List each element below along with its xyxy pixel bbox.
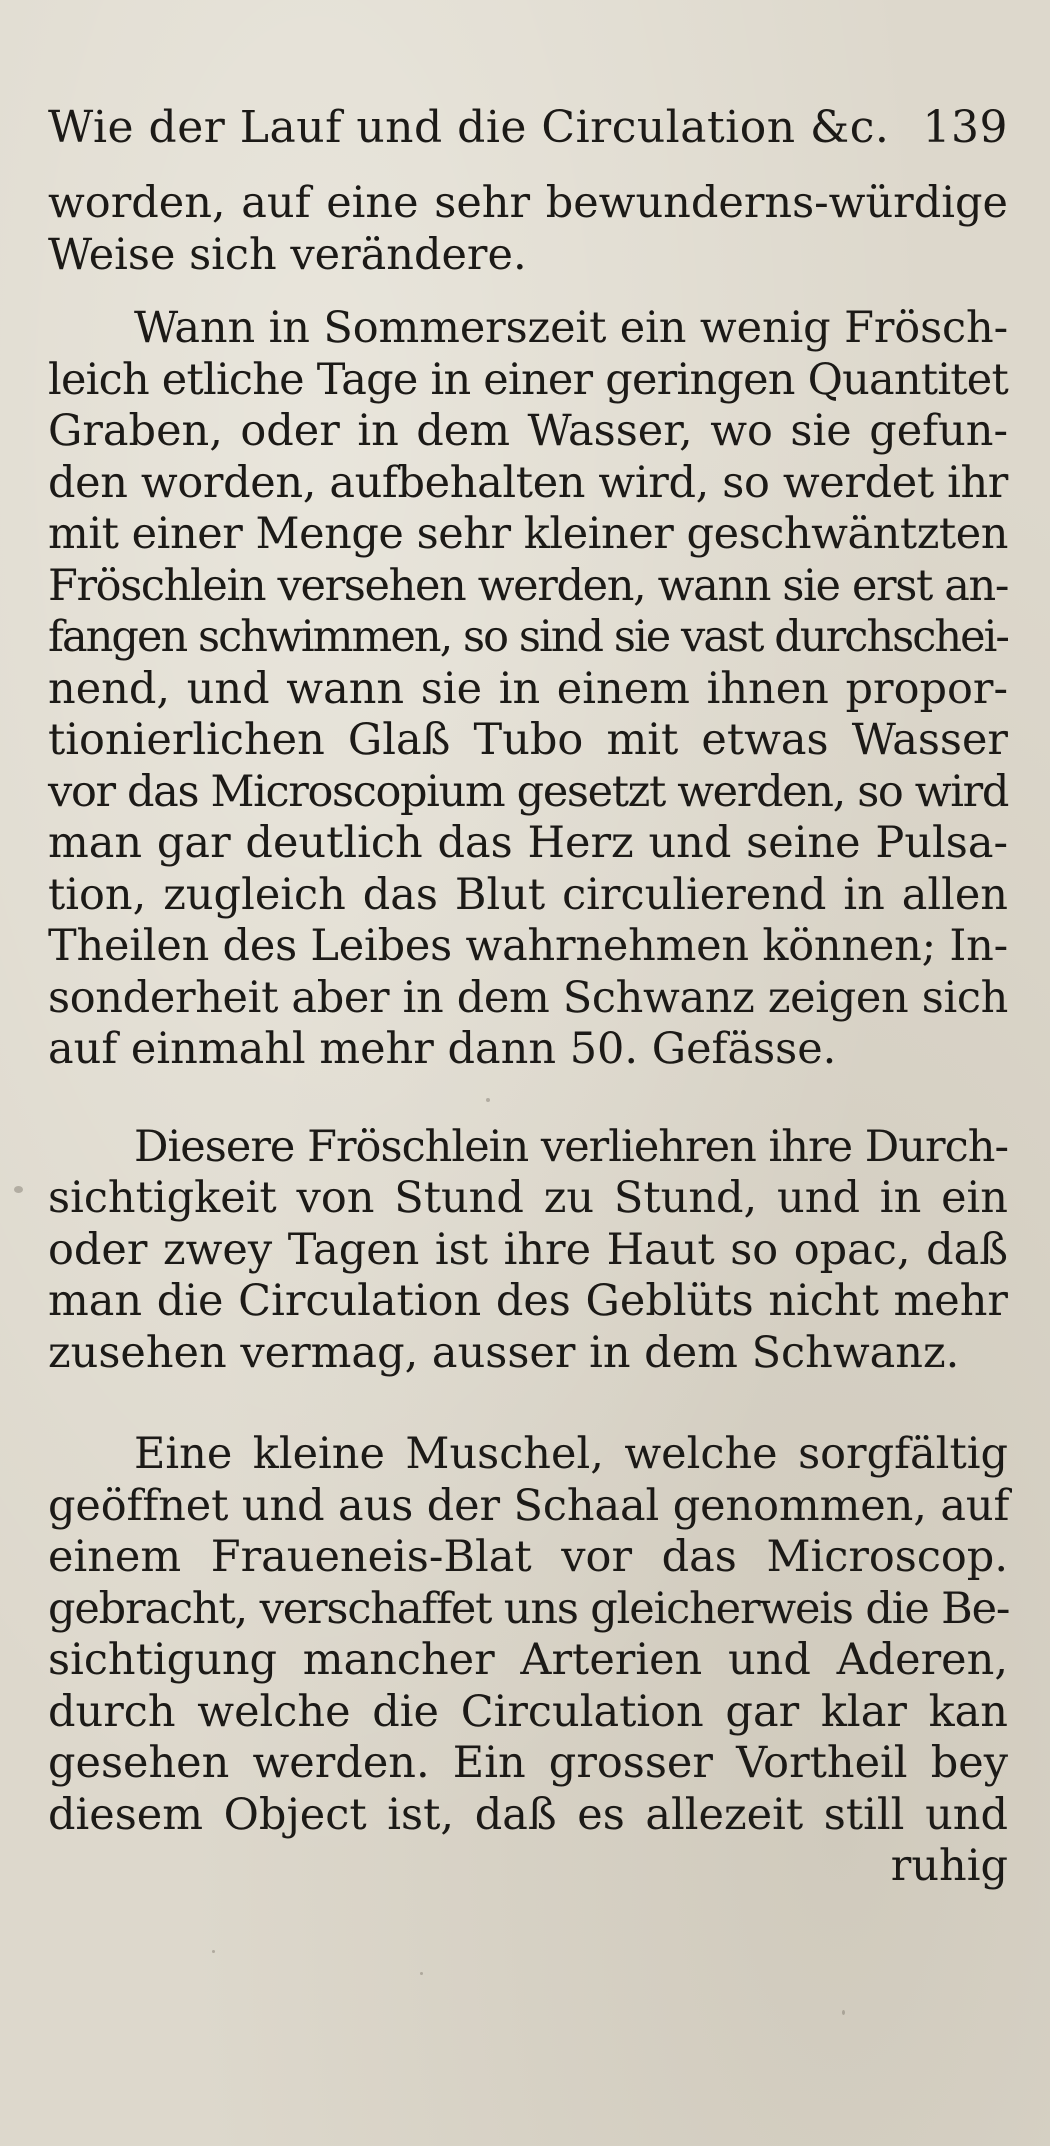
text-line: fangen schwimmen, so sind sie vast durchschei- <box>48 612 1008 662</box>
text-line: gesehen werden. Ein grosser Vortheil bey <box>48 1738 1008 1788</box>
text-line: leich etliche Tage in einer geringen Quantitet <box>48 354 1008 405</box>
text-line: diesem Object ist, daß es allezeit still und <box>48 1789 1008 1840</box>
text-line: oder zwey Tagen ist ihre Haut so opac, daß <box>48 1224 1008 1275</box>
catchword: ruhig <box>890 1841 1008 1891</box>
text-line: nend, und wann sie in einem ihnen propor- <box>48 663 1008 714</box>
text-line: sonderheit aber in dem Schwanz zeigen sich <box>48 972 1008 1023</box>
paper-speck <box>486 1098 490 1102</box>
paragraph-4 <box>48 1429 1008 1841</box>
text-line: auf einmahl mehr dann 50. Gefässe. <box>48 1024 837 1074</box>
running-title: Wie der Lauf und die Circulation &c. <box>48 102 890 153</box>
text-line: Weise sich verändere. <box>48 229 527 280</box>
text-line: man gar deutlich das Herz und seine Pulsa- <box>48 818 1008 868</box>
text-line: vor das Microscopium gesetzt werden, so wird <box>48 766 1008 817</box>
text-line: worden, auf eine sehr bewunderns-würdige <box>48 178 1008 228</box>
paragraph-1 <box>48 178 1008 281</box>
text-line: den worden, aufbehalten wird, so werdet ihr <box>48 457 1008 508</box>
text-line: sichtigung mancher Arterien und Aderen, <box>48 1635 1008 1685</box>
text-line: mit einer Menge sehr kleiner geschwäntzten <box>48 509 1008 559</box>
text-line: tion, zugleich das Blut circulierend in allen <box>48 869 1008 920</box>
text-line: Diesere Fröschlein verliehren ihre Durch- <box>134 1121 1009 1172</box>
page-number: 139 <box>922 102 1008 153</box>
paper-speck <box>212 1950 215 1953</box>
text-line: sichtigkeit von Stund zu Stund, und in ein <box>48 1173 1008 1223</box>
paper-speck <box>14 1186 23 1193</box>
paper-speck <box>842 2010 845 2015</box>
text-line: durch welche die Circulation gar klar kan <box>48 1686 1008 1737</box>
paragraph-2 <box>48 303 1008 1076</box>
book-page <box>48 92 1008 1893</box>
text-line: einem Fraueneis-Blat vor das Microscop. <box>48 1532 1008 1582</box>
text-line: man die Circulation des Geblüts nicht mehr <box>48 1276 1008 1326</box>
text-line: Fröschlein versehen werden, wann sie erst an- <box>48 560 1008 611</box>
page-header <box>48 92 1008 164</box>
text-line: zusehen vermag, ausser in dem Schwanz. <box>48 1327 960 1378</box>
text-line: gebracht, verschaffet uns gleicherweis die Be- <box>48 1583 1010 1634</box>
paragraph-3 <box>48 1122 1008 1380</box>
text-line: Graben, oder in dem Wasser, wo sie gefun- <box>48 406 1008 456</box>
text-line: Wann in Sommerszeit ein wenig Frösch- <box>134 303 1008 353</box>
text-line: Theilen des Leibes wahrnehmen können; In- <box>48 921 1008 971</box>
text-line: geöffnet und aus der Schaal genommen, auf <box>48 1480 1010 1531</box>
text-line: Eine kleine Muschel, welche sorgfältig <box>134 1429 1008 1479</box>
paper-speck <box>420 1972 423 1975</box>
text-line: tionierlichen Glaß Tubo mit etwas Wasser <box>48 715 1008 765</box>
